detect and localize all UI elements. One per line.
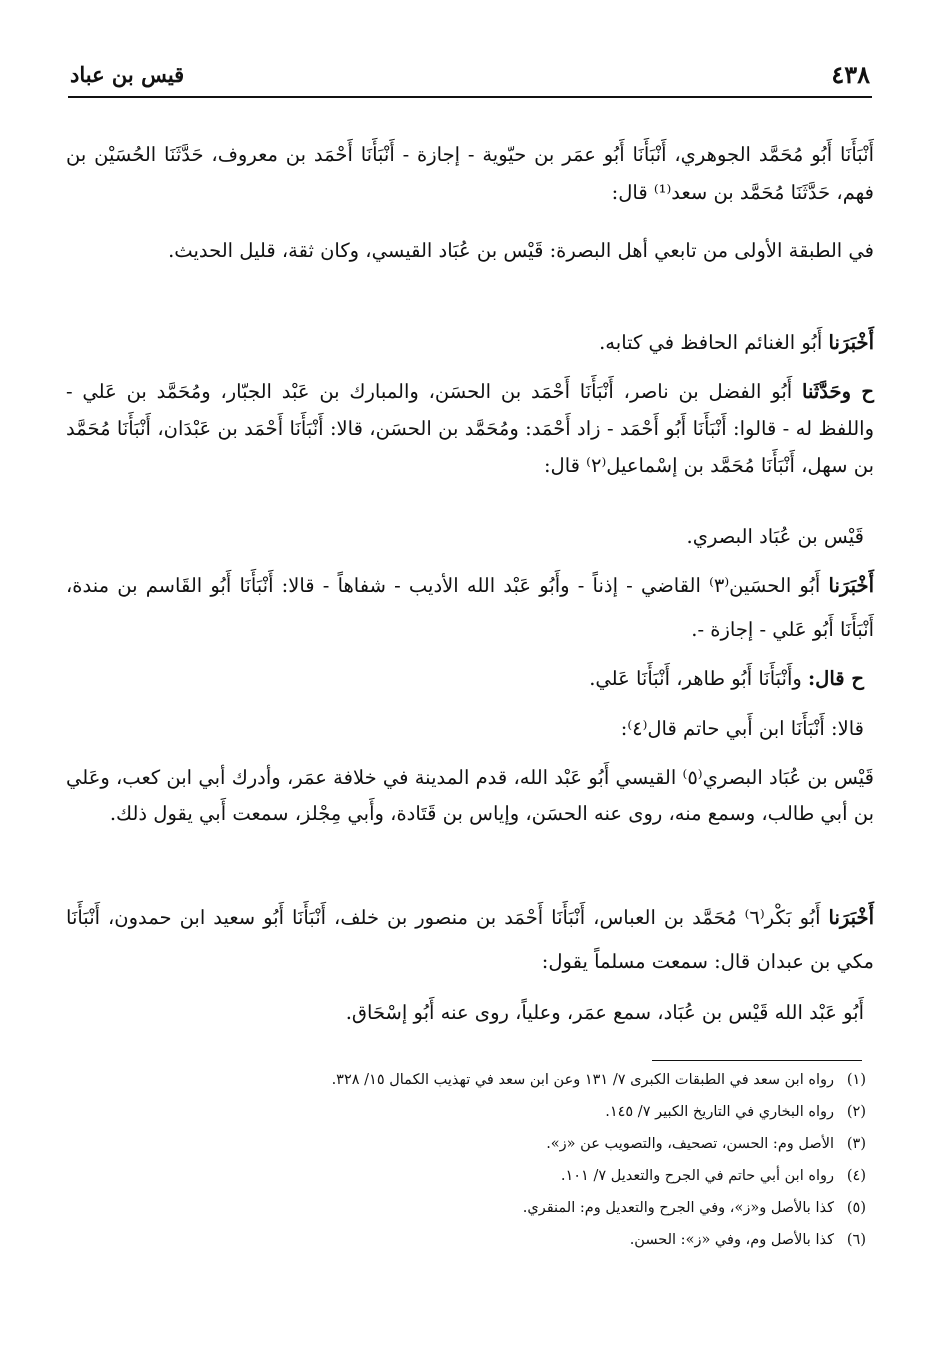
- paragraph-qala: [621, 712, 864, 746]
- footnote-number: (١): [846, 1072, 866, 1088]
- footnote-text: رواه البخاري في التاريخ الكبير ٧/ ١٤٥.: [605, 1104, 834, 1120]
- footnote-text: كذا بالأصل و«ز»، وفي الجرح والتعديل وم: المنقري.: [522, 1200, 834, 1216]
- footnote-number: (٤): [846, 1168, 866, 1184]
- footnote-text: رواه ابن أبي حاتم في الجرح والتعديل ٧/ ١٠١.: [560, 1168, 834, 1184]
- paragraph-lead: أَخْبَرَنا: [828, 574, 874, 597]
- paragraph-lead: ح وحَدَّثَنا: [802, 380, 874, 403]
- paragraph-akhbarana-2: [66, 564, 874, 652]
- paragraph-isnad-1: [66, 136, 874, 212]
- running-title: قيس بن عباد: [70, 62, 185, 87]
- footnote-number: (٥): [846, 1200, 866, 1216]
- footnote-4: [561, 1168, 866, 1184]
- paragraph-ha-qal: [589, 662, 864, 696]
- footnote-5: [523, 1200, 866, 1216]
- footnote-3: [546, 1136, 866, 1152]
- paragraph-text: أَنْبَأَنَا أَبُو مُحَمَّد الجوهري، أَنْبَأَنَا أَبُو عمَر بن حيّوية - إجازة - أَنْبَأَنَا أَحْمَد بن معروف، حَدَّثَنَا الحُسَيْن بن فهم، حَدَّثَنَا مُحَمَّد بن سعد⁽¹⁾ قال:: [66, 143, 874, 204]
- paragraph-ibn-saad-quote: [66, 229, 874, 273]
- paragraph-lead: أَخْبَرَنا: [828, 906, 874, 929]
- footnote-1: [332, 1072, 866, 1088]
- paragraph-bukhari-entry: [687, 520, 864, 554]
- paragraph-text: أَبُو الفضل بن ناصر، أَنْبَأَنَا أَحْمَد بن الحسَن، والمبارك بن عَبْد الجبّار، ومُحَمَّد بن عَلي - واللفظ له - قالوا: أَنْبَأَنَا أَبُو أَحْمَد - زاد أَحْمَد: ومُحَمَّد بن الحسَن، قالا: أَنْبَأَنَا أَحْمَد بن عَبْدَان، أَنْبَأَنَا مُحَمَّد بن سهل، أَنْبَأَنَا مُحَمَّد بن إسْماعيل⁽٢⁾ قال:: [66, 380, 874, 477]
- paragraph-text: في الطبقة الأولى من تابعي أهل البصرة: قَيْس بن عُبَاد القيسي، وكان ثقة، قليل الحديث.: [168, 239, 874, 262]
- paragraph-text: أَبُو بَكْر⁽٦⁾ مُحَمَّد بن العباس، أَنْبَأَنَا أَحْمَد بن منصور بن خلف، أَنْبَأَنَا أَبُو سعيد ابن حمدون، أَنْبَأَنَا مكي بن عبدان قال: سمعت مسلماً يقول:: [66, 906, 874, 973]
- paragraph-text: قالا: أَنْبَأَنَا ابن أَبي حاتم قال⁽٤⁾:: [620, 717, 864, 740]
- paragraph-lead: ح قال:: [807, 667, 864, 690]
- footnote-number: (٣): [846, 1136, 866, 1152]
- paragraph-akhbarana-3: [66, 896, 874, 984]
- paragraph-text: وأَنْبَأَنَا أَبُو طاهر، أَنْبَأَنَا عَلي.: [589, 667, 808, 690]
- page-header: [68, 56, 872, 98]
- footnote-text: الأصل وم: الحسن، تصحيف، والتصويب عن «ز».: [546, 1136, 834, 1152]
- paragraph-haddathana: [66, 373, 874, 484]
- footnote-divider: [652, 1060, 862, 1061]
- paragraph-text: قَيْس بن عُبَاد البصري.: [686, 525, 864, 548]
- paragraph-text: أَبُو الغنائم الحافظ في كتابه.: [599, 331, 829, 354]
- paragraph-muslim-entry: [346, 996, 864, 1030]
- footnote-6: [630, 1232, 866, 1248]
- footnote-text: رواه ابن سعد في الطبقات الكبرى ٧/ ١٣١ وعن ابن سعد في تهذيب الكمال ١٥/ ٣٢٨.: [331, 1072, 834, 1088]
- paragraph-lead: أَخْبَرَنا: [828, 331, 874, 354]
- footnote-number: (٦): [846, 1232, 866, 1248]
- footnote-number: (٢): [846, 1104, 866, 1120]
- footnote-text: كذا بالأصل وم، وفي «ز»: الحسن.: [629, 1232, 834, 1248]
- paragraph-text: أَبُو الحسَين⁽٣⁾ القاضي - إذناً - وأَبُو عَبْد الله الأديب - شفاهاً - قالا: أَنْبَأَنَا أَبُو القَاسم بن مندة، أَنْبَأَنَا أَبُو عَلي - إجازة -.: [66, 574, 874, 641]
- page-number: ٤٣٨: [831, 60, 870, 89]
- paragraph-text: قَيْس بن عُبَاد البصري⁽٥⁾ القيسي أَبُو عَبْد الله، قدم المدينة في خلافة عمَر، وأدرك أبي ابن كعب، وعَلي بن أبي طالب، وسمع منه، روى عنه الحسَن، وإياس بن قَتَادة، وأَبي مِجْلز، سمعت أَبي يقول ذلك.: [66, 766, 875, 825]
- paragraph-akhbarana-1: [66, 326, 874, 360]
- footnote-2: [605, 1104, 866, 1120]
- paragraph-text: أَبُو عَبْد الله قَيْس بن عُبَاد، سمع عمَر، وعلياً، روى عنه أَبُو إسْحَاق.: [345, 1001, 864, 1024]
- paragraph-ibn-abi-hatim-entry: [66, 760, 874, 832]
